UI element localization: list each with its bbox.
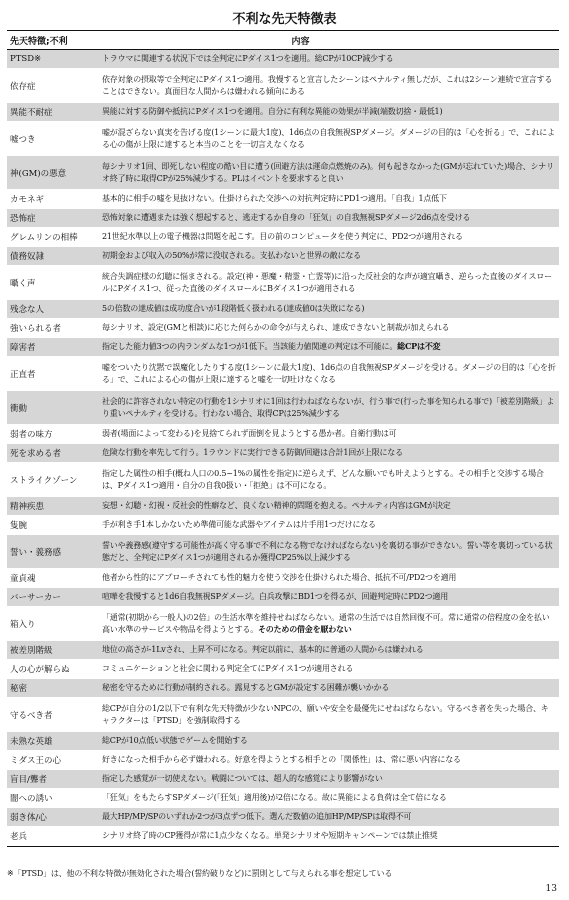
table-row [7, 770, 559, 789]
trait-name: 盲目/聾者 [10, 775, 47, 785]
trait-description: シナリオ終了時のCP獲得が常に1点少なくなる。単発シナリオや短期キャンペーンでは禁止推奨 [102, 831, 438, 841]
trait-description: 秘密を守るために行動が制約される。露見するとGMが設定する困難が襲いかかる [102, 683, 390, 693]
table-row [7, 463, 559, 497]
trait-description: 危険な行動を率先して行う。1ラウンドに実行できる防御/回避は合計1回が上限になる [102, 448, 403, 458]
trait-name: 依存症 [10, 81, 36, 92]
table-row [7, 789, 559, 808]
table-row [7, 122, 559, 156]
trait-description: 喧嘩を我慢すると1d6自我無視SPダメージ。白兵攻撃にBD1つを得るが、回避判定時にPD2つ適用 [102, 592, 449, 602]
table-row [7, 319, 559, 338]
trait-description: 妄想・幻聴・幻視・反社会的性癖など、良くない精神的問題を抱える。ペナルティ内容はGMが決定 [102, 501, 451, 511]
trait-name: 人の心が解らぬ [10, 665, 70, 675]
trait-description: 依存対象の摂取等で全判定にPダイス1つ適用。我慢すると宣言したシーンはペナルティ無しだが、これは2シーン連続で宣言することはできない。真面目な人間からは嫌われる傾向にある [102, 75, 553, 96]
trait-name: 恐怖症 [10, 214, 36, 224]
trait-description: 手が利き手1本しかないため準備可能な武器やアイテムは片手用1つだけになる [102, 520, 376, 530]
table-row [7, 425, 559, 444]
table-row [7, 50, 559, 69]
trait-name: 弱者の味方 [10, 430, 53, 440]
trait-name: 障害者 [10, 343, 36, 353]
trait-description: 指定した属性の相手(概ね人口の0.5~1%の属性を指定)に逆らえず、どんな願いでも叶えようとする。その相手と交渉する場合は、Pダイス1つ適用・自分の自我0扱い・「拒絶」は不可になる。 [102, 469, 544, 490]
trait-name: 守るべき者 [10, 710, 53, 721]
trait-name: 弱き体/心 [10, 813, 47, 823]
trait-name: 死を求める者 [10, 449, 62, 459]
trait-description: 「狂気」をもたらすSPダメージ(「狂気」適用後)が2倍になる。故に異能による負荷は全て倍になる [102, 793, 447, 803]
table-row [7, 228, 559, 247]
table-row [7, 300, 559, 319]
trait-name: 童貞魂 [10, 574, 36, 584]
table-row [7, 641, 559, 660]
trait-description: 総CPが10点低い状態でゲームを開始する [102, 736, 248, 746]
footnote: ※「PTSD」は、他の不利な特徴が無効化された場合(誓約破りなど)に罰則として与えられる事を想定している [7, 869, 393, 878]
trait-description: 好きになった相手から必ず嫌われる。好意を得ようとする相手との「関係性」は、常に悪い内容になる [102, 755, 461, 765]
table-row [7, 357, 559, 391]
trait-table [7, 30, 559, 847]
table-row [7, 516, 559, 535]
trait-name: 嘘つき [10, 134, 36, 145]
trait-name: 囁く声 [10, 278, 36, 289]
trait-name: 神(GM)の悪意 [10, 168, 67, 179]
trait-name: 異能不耐症 [10, 108, 53, 118]
trait-description: 他者から性的にアプローチされても性的魅力を使う交渉を仕掛けられた場合、抵抗不可/PD2つを適用 [102, 573, 457, 583]
trait-name: カモネギ [10, 195, 45, 205]
trait-description: 弱者(場面によって変わる)を見捨てられず面倒を見ようとする愚か者。自衛行動は可 [102, 429, 397, 439]
table-row [7, 190, 559, 209]
trait-description: 基本的に相手の嘘を見抜けない。仕掛けられた交渉への対抗判定時にPD1つ適用。「自我」1点低下 [102, 194, 447, 204]
table-row [7, 338, 559, 357]
trait-name: 隻腕 [10, 521, 28, 531]
trait-description: 「通常(初期から一般人)の2倍」の生活水準を維持せねばならない。通常の生活では自然回復不可。常に通常の倍程度の金を払い高い水準のサービスや物品を得ようとする。そのための借金を厭わない [102, 613, 550, 634]
trait-description: 最大HP/MP/SPのいずれか2つが3点ずつ低下。選んだ数値の追加HP/MP/SPは取得不可 [102, 812, 412, 822]
table-row [7, 103, 559, 122]
trait-name: 強いられる者 [10, 324, 62, 334]
table-row [7, 660, 559, 679]
trait-description: 恐怖対象に遭遇または強く想起すると、逃走するか自身の「狂気」の自我無視SPダメージ2d6点を受ける [102, 213, 471, 223]
trait-description: 21世紀水準以上の電子機器は問題を起こす。目の前のコンピュータを使う判定に、PD2つが適用される [102, 232, 463, 242]
trait-description: 初期金および収入の50%が常に没収される。支払わないと世界の敵になる [102, 251, 361, 261]
trait-name: グレムリンの相棒 [10, 233, 78, 243]
header-desc: 内容 [291, 36, 310, 47]
table-row [7, 808, 559, 827]
trait-name: 秘密 [10, 684, 28, 694]
table-row [7, 156, 559, 190]
trait-description: 5の倍数の達成値は成功度合いが1段階低く扱われる(達成値0は失敗になる) [102, 304, 365, 314]
header-name: 先天特徴;不利 [10, 36, 68, 47]
table-row [7, 69, 559, 103]
table-row [7, 535, 559, 569]
table-row [7, 732, 559, 751]
trait-name: ストライクゾーン [10, 475, 78, 486]
trait-name: 誓い・義務感 [10, 547, 62, 558]
table-row [7, 247, 559, 266]
table-row [7, 497, 559, 516]
table-row [7, 698, 559, 732]
table-row [7, 391, 559, 425]
trait-name: 精神疾患 [10, 502, 45, 512]
trait-description: 嘘をついたり沈黙で誤魔化したりする度(1シーンに最大1度)、1d6点の自我無視SPダメージを受ける。ダメージの目的は「心を折る」で、これによる心の傷が上限に達すると嘘を一切吐けなくなる [102, 363, 556, 384]
trait-description: 社会的に許容されない特定の行動を1シナリオに1回は行わねばならないが、行う事で(行った事を知られる事で)「被差別階級」より重いペナルティを受ける。行わない場合、取得CPは25%減少する [102, 397, 555, 418]
trait-name: 債務奴隷 [10, 252, 45, 262]
trait-description: 指定した感覚が一切使えない。戦闘については、超人的な感覚により影響がない [102, 774, 383, 784]
trait-description: 嘘が混ざらない真実を告げる度(1シーンに最大1度)、1d6点の自我無視SPダメージ。ダメージの目的は「心を折る」で、これによる心の傷が上限に達すると本当のことを一切言えなくなる [102, 128, 555, 149]
table-row [7, 827, 559, 846]
trait-name: ミダス王の心 [10, 756, 62, 766]
table-row [7, 209, 559, 228]
table-row [7, 607, 559, 641]
trait-name: 箱入り [10, 619, 36, 630]
table-row [7, 588, 559, 607]
trait-description: 毎シナリオ、設定(GMと相談)に応じた何らかの命令が与えられ、達成できないと制裁が加えられる [102, 323, 450, 333]
trait-description: 誓いや義務感(遵守する可能性が高く守る事で不利になる物でなければならない)を裏切る事ができない。誓い等を裏切っている状態だと、全判定にPダイス1つが適用されるか獲得CP25%以上減少する [102, 541, 553, 562]
trait-name: 残念な人 [10, 305, 45, 315]
page-title: 不利な先天特徴表 [232, 12, 337, 27]
trait-name: 正直者 [10, 369, 36, 380]
table-row [7, 751, 559, 770]
trait-description: 統合失調症様の幻聴に悩まされる。設定(神・悪魔・精霊・亡霊等)に沿った反社会的な声が適宜囁き、逆らった直後のダイスロールにPダイス1つ、従った直後のダイスロールにBダイス1つが適用される [102, 272, 552, 293]
trait-name: 老兵 [10, 832, 28, 842]
table-row [7, 266, 559, 300]
table-row [7, 679, 559, 698]
trait-name: バーサーカー [10, 593, 61, 603]
table-row [7, 444, 559, 463]
trait-name: 未熟な英雄 [10, 737, 53, 747]
trait-name: PTSD※ [10, 54, 42, 64]
table-row [7, 569, 559, 588]
trait-description: 異能に対する防御や抵抗にPダイス1つを適用。自分に有利な異能の効果が半減(端数切捨・最低1) [102, 107, 443, 117]
trait-name: 闇への誘い [10, 794, 53, 804]
trait-description: 毎シナリオ1回、即死しない程度の酷い目に遭う(回避方法は運命点燃焼のみ)。何も起きなかった(GMが忘れていた)場合、シナリオ終了時に取得CPが25%減少する。PLはイベントを要求すると良い [102, 162, 554, 183]
trait-description: トラウマに関連する状況下では全判定にPダイス1つを適用。総CPが10CP減少する [102, 54, 394, 64]
trait-description: コミュニケーションと社会に関わる判定全てにPダイス1つが適用される [102, 664, 354, 674]
trait-name: 衝動 [10, 403, 28, 414]
trait-description: 総CPが自分の1/2以下で有利な先天特徴が少ないNPCの、願いや安全を最優先にせねばならない。守るべき者を失った場合、キャラクターは「PTSD」を強制取得する [102, 704, 549, 725]
trait-description: 地位の高さが-1Lvされ、上昇不可になる。判定以前に、基本的に普通の人間からは嫌われる [102, 645, 424, 655]
trait-name: 被差別階級 [10, 646, 53, 656]
page-number: 13 [545, 884, 557, 894]
table-body [7, 50, 559, 846]
trait-description: 指定した能力値3つの内ランダムな1つが1低下。当該能力値関連の判定は不可能に。総CPは不変 [102, 341, 441, 352]
table-header [7, 31, 559, 50]
